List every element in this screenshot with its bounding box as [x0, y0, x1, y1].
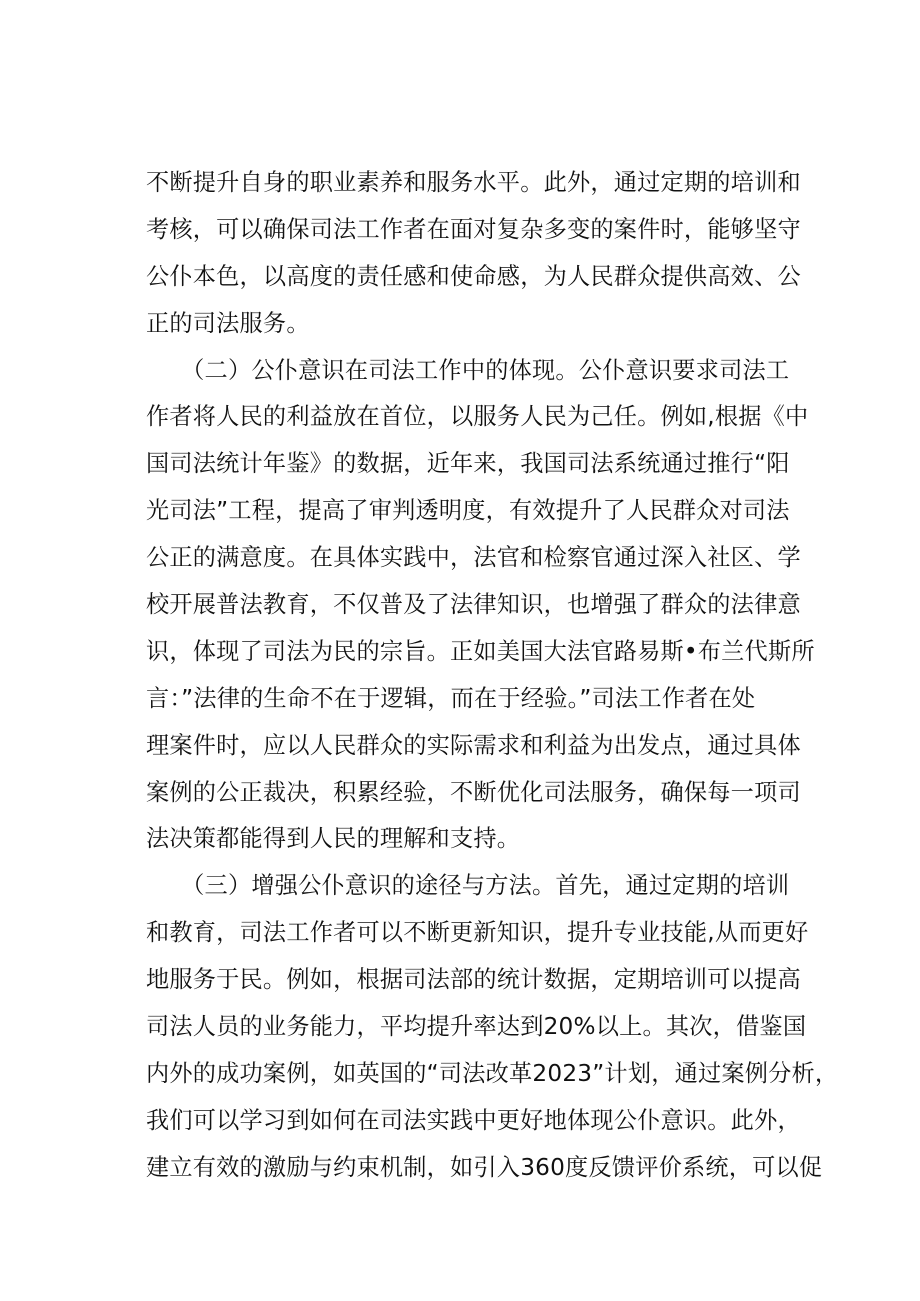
- text-line: 和教育，司法工作者可以不断更新知识，提升专业技能,从而更好: [146, 919, 809, 947]
- text-line: 司法人员的业务能力，平均提升率达到20%以上。其次，借鉴国: [146, 1013, 807, 1041]
- text-line: 地服务于民。例如，根据司法部的统计数据，定期培训可以提高: [146, 966, 801, 994]
- text-line: 建立有效的激励与约束机制，如引入360度反馈评价系统，可以促: [146, 1153, 823, 1181]
- text-line: 公正的满意度。在具体实践中，法官和检察官通过深入社区、学: [146, 544, 801, 572]
- text-line: 内外的成功案例，如英国的“司法改革2023”计划，通过案例分析，: [146, 1059, 839, 1087]
- body-text: [146, 160, 839, 1192]
- text-line: 光司法”工程，提高了审判透明度，有效提升了人民群众对司法: [146, 497, 790, 525]
- text-line: 公仆本色，以高度的责任感和使命感，为人民群众提供高效、公: [146, 262, 801, 290]
- text-line: 考核，可以确保司法工作者在面对复杂多变的案件时，能够坚守: [146, 215, 801, 243]
- text-line: 正的司法服务。: [146, 309, 310, 337]
- section-heading-line: （二）公仆意识在司法工作中的体现。公仆意识要求司法工: [146, 356, 790, 384]
- text-line: 识，体现了司法为民的宗旨。正如美国大法官路易斯•布兰代斯所: [146, 637, 815, 665]
- text-line: 校开展普法教育，不仅普及了法律知识，也增强了群众的法律意: [146, 591, 801, 619]
- text-line: 不断提升自身的职业素养和服务水平。此外，通过定期的培训和: [146, 169, 801, 196]
- section-heading-line: （三）增强公仆意识的途径与方法。首先，通过定期的培训: [146, 872, 790, 900]
- text-line: 理案件时，应以人民群众的实际需求和利益为出发点，通过具体: [146, 731, 801, 759]
- text-line: 国司法统计年鉴》的数据，近年来，我国司法系统通过推行“阳: [146, 450, 790, 478]
- text-line: 我们可以学习到如何在司法实践中更好地体现公仆意识。此外，: [146, 1106, 801, 1134]
- text-line: 法决策都能得到人民的理解和支持。: [146, 825, 521, 853]
- text-line: 作者将人民的利益放在首位，以服务人民为己任。例如,根据《中: [146, 403, 809, 431]
- text-line: 案例的公正裁决，积累经验，不断优化司法服务，确保每一项司: [146, 778, 801, 806]
- text-line: 言：”法律的生命不在于逻辑，而在于经验。”司法工作者在处: [146, 684, 756, 712]
